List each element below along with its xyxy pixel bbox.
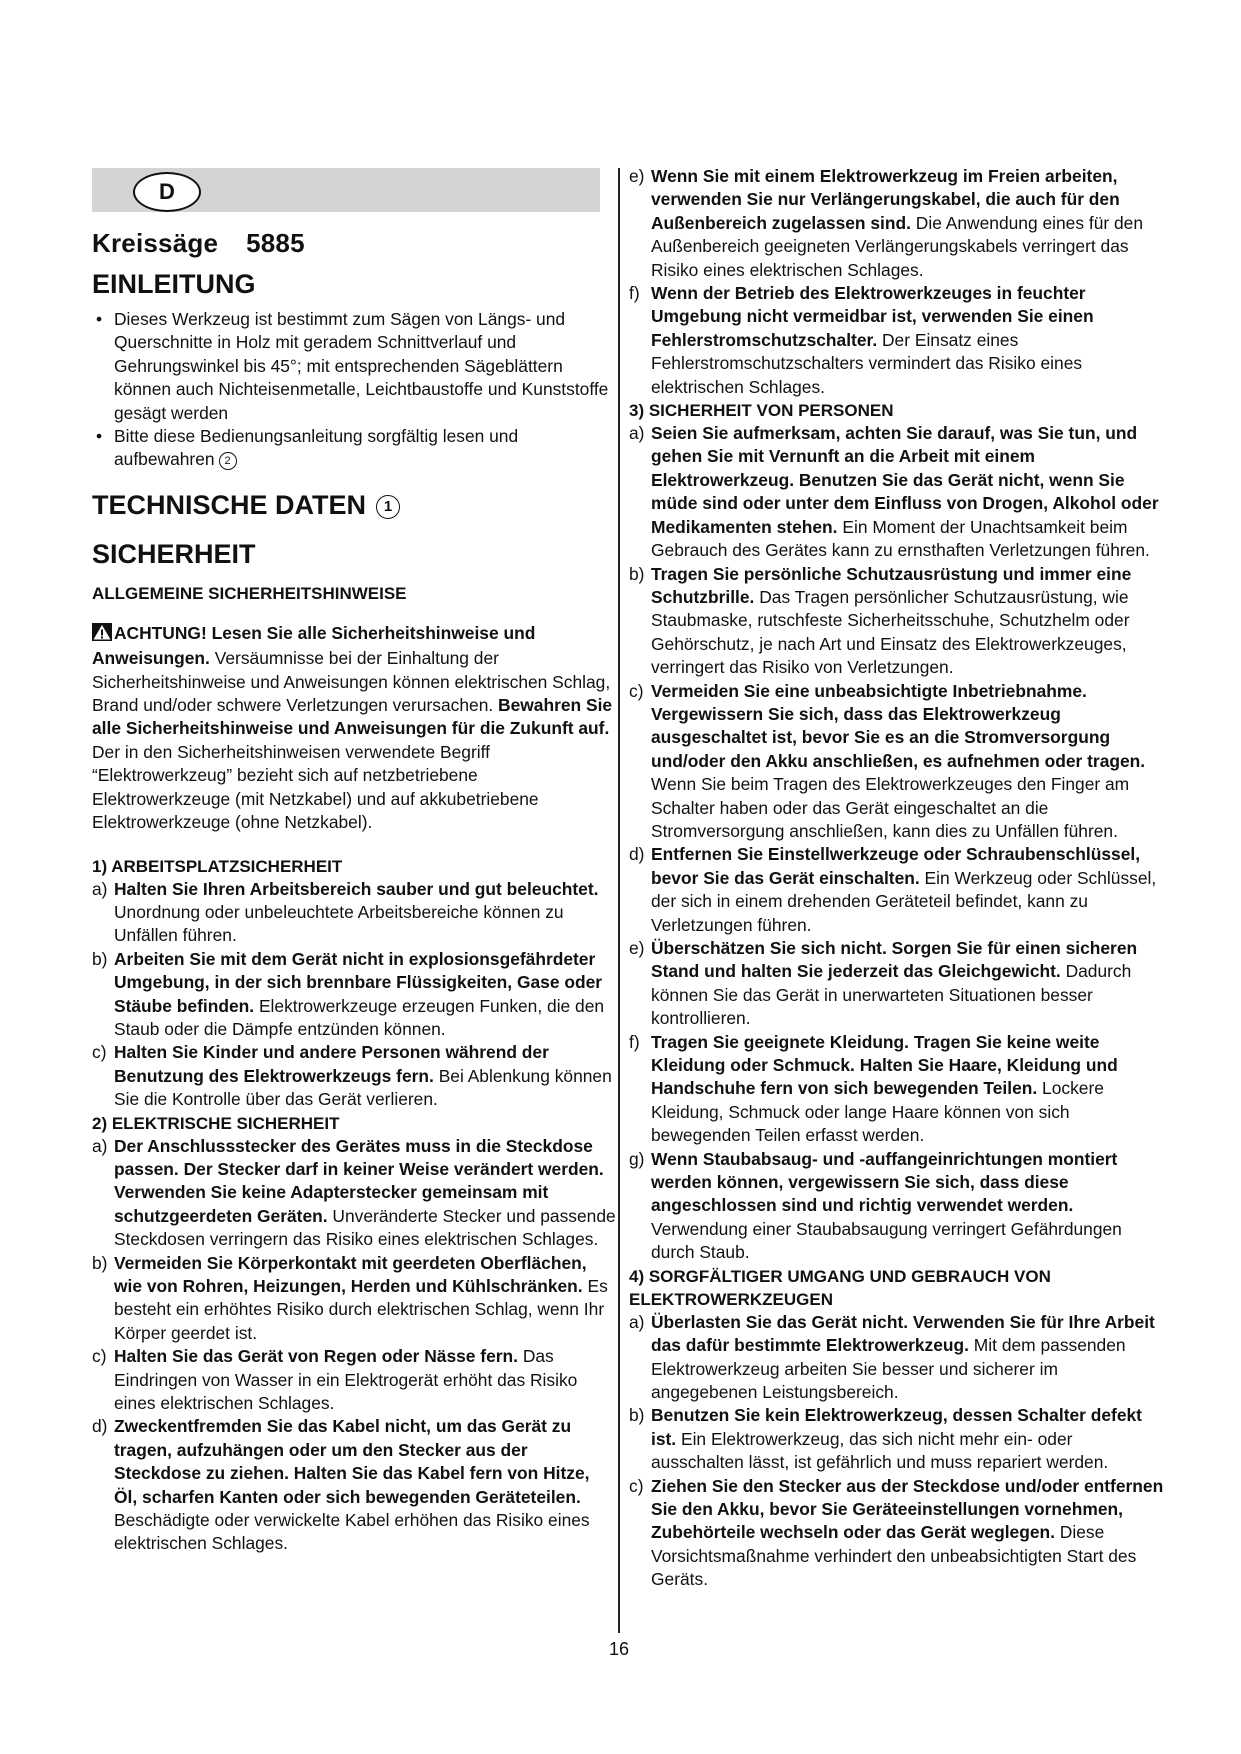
item-text: Der Einsatz eines Fehlerstromschutzschalters vermindert das Risiko eines elektrischen Schlages. xyxy=(651,329,1083,397)
item-bold-text: Tragen Sie geeignete Kleidung. Tragen Sie keine weite Kleidung oder Schmuck. Halten Sie Haare, Kleidung und Handschuhe fern von sich bewegenden Teilen. xyxy=(651,1031,1118,1099)
item-bold-text: Arbeiten Sie mit dem Gerät nicht in explosionsgefährdeter Umgebung, in der sich brennbare Flüssigkeiten, Gase oder Stäube befinden. xyxy=(114,948,603,1016)
item-label: b) xyxy=(92,948,108,969)
warning-paragraph xyxy=(92,622,616,835)
item-bold-text: Benutzen Sie kein Elektrowerkzeug, dessen Schalter defekt ist. xyxy=(651,1405,1142,1449)
intro-bullets xyxy=(92,308,616,472)
safety-item xyxy=(92,1415,616,1555)
item-text: Elektrowerkzeuge erzeugen Funken, die den Staub oder die Dämpfe entzünden können. xyxy=(114,995,605,1039)
safety-item xyxy=(629,1475,1169,1592)
item-label: e) xyxy=(629,166,645,186)
item-label: c) xyxy=(92,1042,107,1063)
right-column xyxy=(629,165,1169,1592)
column-divider xyxy=(618,168,620,1633)
item-bold-text: Überlasten Sie das Gerät nicht. Verwenden Sie für Ihre Arbeit das dafür bestimmte Elektrowerkzeug. xyxy=(651,1311,1155,1356)
item-bold-text: Wenn Staubabsaug- und -auffangeinrichtungen montiert werden können, vergewissern Sie sich, dass diese angeschlossen sind und richtig verwendet werden. xyxy=(651,1148,1118,1216)
left-column xyxy=(92,168,616,1556)
item-label: c) xyxy=(92,1346,107,1367)
safety-item xyxy=(92,1135,616,1252)
item-bold-text: Überschätzen Sie sich nicht. Sorgen Sie für einen sicheren Stand und halten Sie jederzeit das Gleichgewicht. xyxy=(651,938,1138,982)
section-items xyxy=(629,422,1169,1265)
item-text: Das Eindringen von Wasser in ein Elektrogerät erhöht das Risiko eines elektrischen Schlages. xyxy=(114,1346,578,1414)
safety-item xyxy=(629,422,1169,562)
item-text: Bitte diese Bedienungsanleitung sorgfältig lesen und aufbewahren xyxy=(114,426,519,470)
item-text: Ein Werkzeug oder Schlüssel, der sich in einem drehenden Geräteteil befindet, kann zu Verletzungen führen. xyxy=(651,867,1157,935)
section-heading: 1) ARBEITSPLATZSICHERHEIT xyxy=(92,856,343,876)
item-bold-text: Wenn Sie mit einem Elektrowerkzeug im Freien arbeiten, verwenden Sie nur Verlängerungskabel, die auch für den Außenbereich zugelassen sind. xyxy=(651,166,1120,233)
item-text: Es besteht ein erhöhtes Risiko durch elektrischen Schlag, wenn Ihr Körper geerdet ist. xyxy=(114,1276,608,1343)
safety-item xyxy=(92,1252,616,1346)
warning-triangle-icon xyxy=(92,623,112,647)
section-heading: 4) SORGFÄLTIGER UMGANG UND GEBRAUCH VON ELEKTROWERKZEUGEN xyxy=(629,1266,1051,1309)
item-text: Ein Moment der Unachtsamkeit beim Gebrauch des Gerätes kann zu ernsthaften Verletzungen führen. xyxy=(651,516,1150,561)
item-text: Beschädigte oder verwickelte Kabel erhöhen das Risiko eines elektrischen Schlages. xyxy=(114,1510,590,1554)
item-text: TECHNISCHE DATEN xyxy=(92,489,367,520)
item-text: Lockere Kleidung, Schmuck oder lange Haare können von sich bewegenden Teilen erfasst werden. xyxy=(651,1078,1104,1146)
intro-bullet xyxy=(92,308,616,425)
safety-item xyxy=(629,563,1169,680)
item-bold-text: Vermeiden Sie eine unbeabsichtigte Inbetriebnahme. Vergewissern Sie sich, dass das Elektrowerkzeug ausgeschaltet ist, bevor Sie es an die Stromversorgung und/oder den Akku anschließen, es aufnehmen oder tragen. xyxy=(651,680,1146,771)
item-text: Mit dem passenden Elektrowerkzeug arbeiten Sie besser und sicherer im angegebenen Leistungsbereich. xyxy=(651,1335,1126,1402)
item-text: Dadurch können Sie das Gerät in unerwarteten Situationen besser kontrollieren. xyxy=(651,961,1132,1029)
item-text: Bei Ablenkung können Sie die Kontrolle über das Gerät verlieren. xyxy=(114,1065,612,1110)
safety-item xyxy=(629,1404,1169,1474)
page-number: 16 xyxy=(608,1639,630,1659)
item-bold-text: Seien Sie aufmerksam, achten Sie darauf, was Sie tun, und gehen Sie mit Vernunft an die Arbeit mit einem Elektrowerkzeug. Benutzen Sie das Gerät nicht, wenn Sie müde sind oder unter dem Einfluss von Drogen, Alkohol oder Medikamenten stehen. xyxy=(651,423,1159,537)
item-label: d) xyxy=(629,844,645,865)
safety-item xyxy=(629,843,1169,937)
item-label: g) xyxy=(629,1148,645,1169)
safety-item xyxy=(92,1041,616,1111)
product-model: 5885 xyxy=(246,228,305,258)
tech-data-heading xyxy=(92,490,616,521)
item-text: Ein Elektrowerkzeug, das sich nicht mehr ein- oder ausschalten lässt, ist gefährlich und muss repariert werden. xyxy=(651,1428,1109,1473)
item-bold-text: ACHTUNG! Lesen Sie alle Sicherheitshinweise und Anweisungen. xyxy=(92,622,536,669)
general-safety-heading: ALLGEMEINE SICHERHEITSHINWEISE xyxy=(92,583,407,603)
safety-item xyxy=(629,1311,1169,1405)
item-text: Diese Vorsichtsmaßnahme verhindert den unbeabsichtigten Start des Geräts. xyxy=(651,1522,1137,1590)
item-label: a) xyxy=(629,423,645,444)
item-bold-text: Vermeiden Sie Körperkontakt mit geerdeten Oberflächen, wie von Rohren, Heizungen, Herden und Kühlschränken. xyxy=(114,1252,587,1296)
item-bold-text: Halten Sie Ihren Arbeitsbereich sauber und gut beleuchtet. xyxy=(114,878,599,899)
item-text: Wenn Sie beim Tragen des Elektrowerkzeuges den Finger am Schalter haben oder das Gerät eingeschaltet an die Stromversorgung anschließen, kann dies zu Unfällen führen. xyxy=(651,774,1130,841)
figure-ref-badge: 1 xyxy=(376,495,400,519)
section-items xyxy=(629,1311,1169,1592)
item-label: a) xyxy=(92,878,108,899)
item-bold-text: Bewahren Sie alle Sicherheitshinweise und Anweisungen für die Zukunft auf. xyxy=(92,695,613,739)
item-label: a) xyxy=(92,1135,108,1156)
safety-item xyxy=(629,282,1169,399)
item-label: b) xyxy=(92,1252,108,1273)
item-label: b) xyxy=(629,1405,645,1426)
section-heading: 3) SICHERHEIT VON PERSONEN xyxy=(629,401,894,421)
item-text: Unveränderte Stecker und passende Steckdosen verringern das Risiko eines elektrischen Schlages. xyxy=(114,1205,616,1250)
item-label: f) xyxy=(629,283,640,304)
item-bold-text: Entfernen Sie Einstellwerkzeuge oder Schraubenschlüssel, bevor Sie das Gerät einschalten. xyxy=(651,844,1141,888)
item-bold-text: Halten Sie das Gerät von Regen oder Nässe fern. xyxy=(114,1346,518,1367)
safety-item xyxy=(629,165,1169,282)
item-label: f) xyxy=(629,1031,640,1052)
intro-bullet xyxy=(92,425,616,472)
safety-item xyxy=(92,1345,616,1415)
language-badge: D xyxy=(133,172,201,212)
item-bold-text: Ziehen Sie den Stecker aus der Steckdose und/oder entfernen Sie den Akku, bevor Sie Geräteeinstellungen vornehmen, Zubehörteile wechseln oder das Gerät weglegen. xyxy=(651,1475,1164,1543)
item-label: c) xyxy=(629,680,644,701)
item-bold-text: Halten Sie Kinder und andere Personen während der Benutzung des Elektrowerkzeugs fern. xyxy=(114,1042,549,1086)
item-label: a) xyxy=(629,1311,645,1332)
safety-item xyxy=(92,948,616,1042)
item-label: b) xyxy=(629,563,645,584)
item-text: Unordnung oder unbeleuchtete Arbeitsbereiche können zu Unfällen führen. xyxy=(114,901,564,946)
item-text: Dieses Werkzeug ist bestimmt zum Sägen von Längs- und Querschnitte in Holz mit geradem Schnittverlauf und Gehrungswinkel bis 45°; mit entsprechenden Sägeblättern können auch Nichteisenmetalle, Leichtbaustoffe und Kunststoffe gesägt werden xyxy=(114,309,609,423)
item-bold-text: Zweckentfremden Sie das Kabel nicht, um das Gerät zu tragen, aufzuhängen oder um den Stecker aus der Steckdose zu ziehen. Halten Sie das Kabel fern von Hitze, Öl, scharfen Kanten oder sich bewegenden Geräteteilen. xyxy=(114,1416,590,1507)
product-name: Kreissäge xyxy=(92,228,219,258)
item-bold-text: Tragen Sie persönliche Schutzausrüstung und immer eine Schutzbrille. xyxy=(651,563,1132,607)
section-items xyxy=(92,878,616,1112)
safety-heading: SICHERHEIT xyxy=(92,538,256,569)
safety-item xyxy=(629,937,1169,1031)
item-label: e) xyxy=(629,938,645,958)
item-bold-text: Der Anschlussstecker des Gerätes muss in die Steckdose passen. Der Stecker darf in keiner Weise verändert werden. Verwenden Sie keine Adapterstecker gemeinsam mit schutzgeerdeten Geräten. xyxy=(114,1135,604,1226)
section-heading: 2) ELEKTRISCHE SICHERHEIT xyxy=(92,1113,340,1133)
item-text: Versäumnisse bei der Einhaltung der Sicherheitshinweise und Anweisungen können elektrischen Schlag, Brand und/oder schwere Verletzungen verursachen. xyxy=(92,648,611,716)
safety-item xyxy=(629,1148,1169,1265)
safety-item xyxy=(629,1031,1169,1148)
figure-ref-badge: 2 xyxy=(219,452,237,470)
item-label: d) xyxy=(92,1416,108,1437)
section-items xyxy=(92,1135,616,1556)
item-label: c) xyxy=(629,1475,644,1496)
product-title xyxy=(92,228,616,259)
item-bold-text: Wenn der Betrieb des Elektrowerkzeuges in feuchter Umgebung nicht vermeidbar ist, verwenden Sie einen Fehlerstromschutzschalter. xyxy=(651,283,1094,350)
item-text: Das Tragen persönlicher Schutzausrüstung, wie Staubmaske, rutschfeste Sicherheitsschuhe, Schutzhelm oder Gehörschutz, je nach Art und Einsatz des Elektrowerkzeuges, verringert das Risiko von Verletzungen. xyxy=(651,586,1130,678)
item-text: Die Anwendung eines für den Außenbereich geeigneten Verlängerungskabels verringert das Risiko eines elektrischen Schlages. xyxy=(651,212,1144,280)
safety-item xyxy=(92,878,616,948)
language-bar xyxy=(92,168,600,212)
item-text: Der in den Sicherheitshinweisen verwendete Begriff “Elektrowerkzeug” bezieht sich auf netzbetriebene Elektrowerkzeuge (mit Netzkabel) und auf akkubetriebene Elektrowerkzeuge (ohne Netzkabel). xyxy=(92,741,539,833)
item-text: Verwendung einer Staubabsaugung verringert Gefährdungen durch Staub. xyxy=(651,1218,1122,1263)
safety-item xyxy=(629,680,1169,844)
intro-heading: EINLEITUNG xyxy=(92,269,256,299)
